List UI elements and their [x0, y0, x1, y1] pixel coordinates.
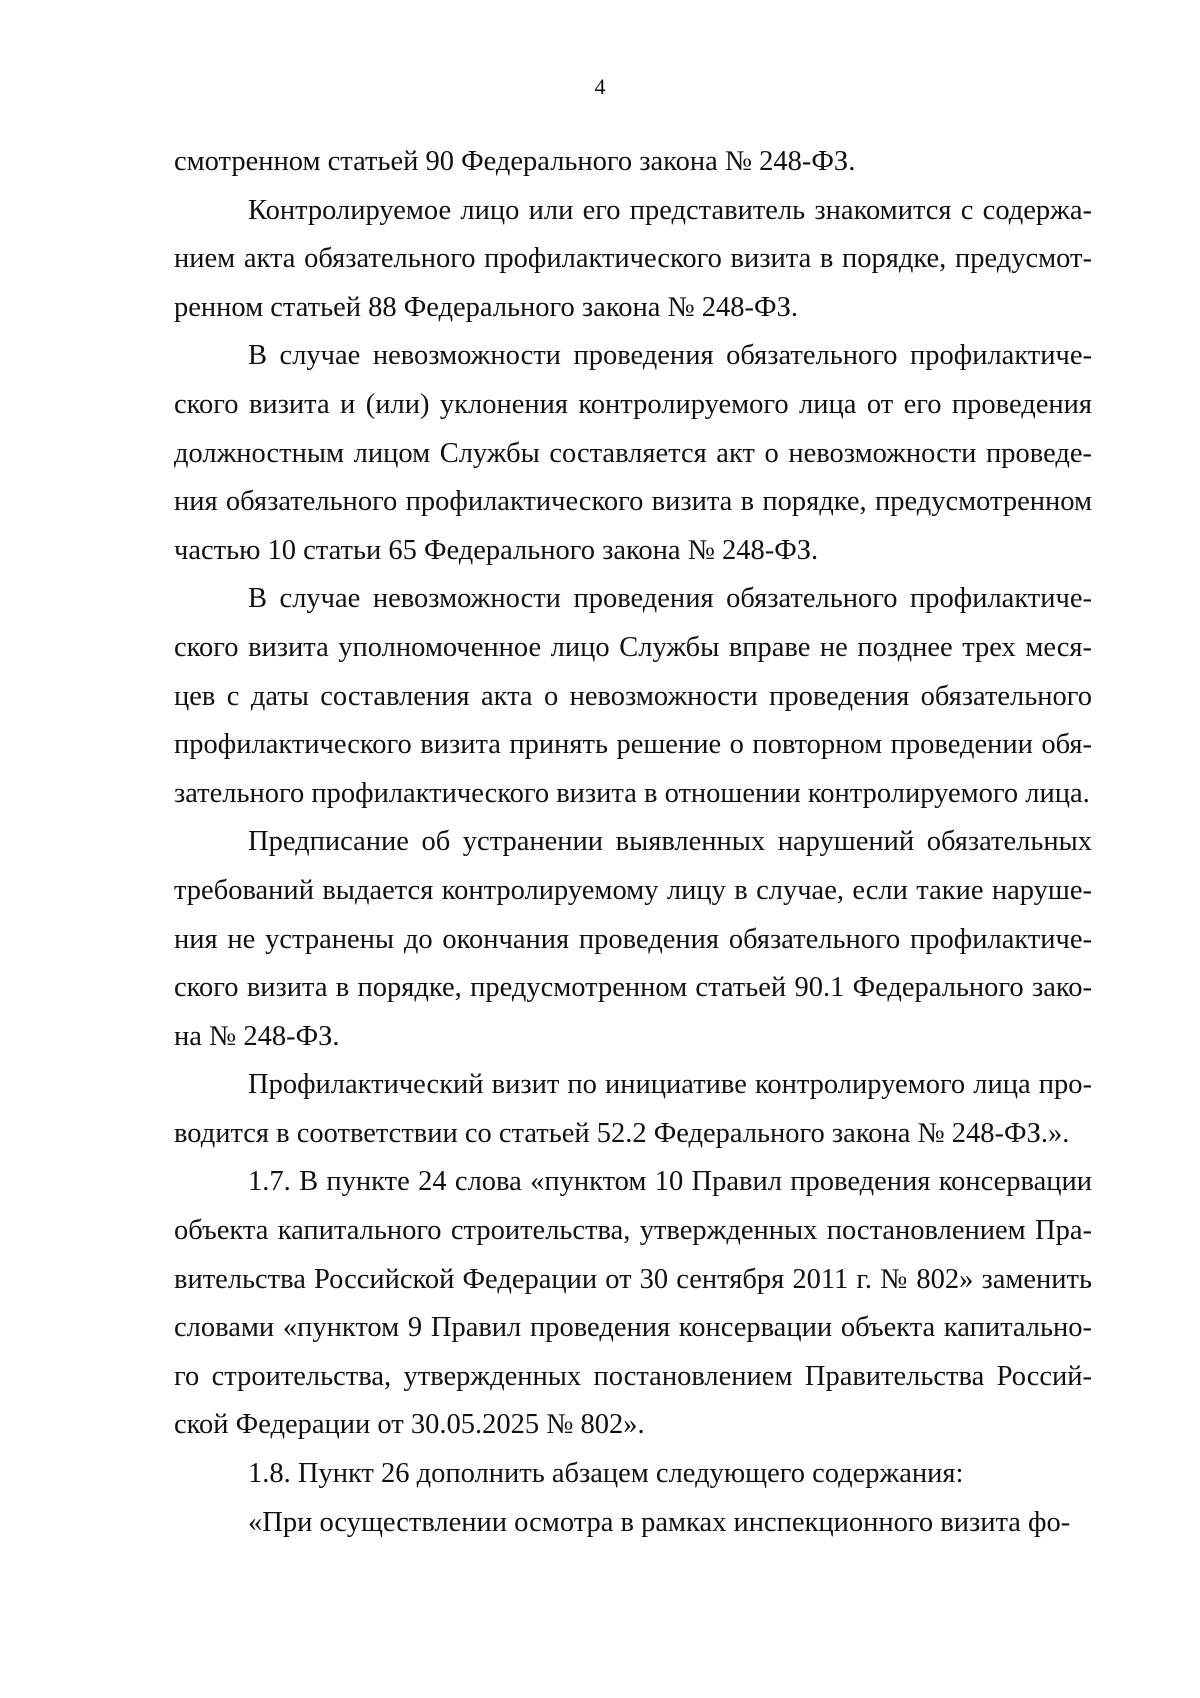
paragraph [174, 187, 1092, 333]
text-line: цев с даты составления акта о невозможности проведения обязательного [174, 680, 1092, 712]
text-line: 1.7. В пункте 24 слова «пунктом 10 Правил проведения консервации [248, 1166, 1092, 1198]
text-line: ского визита уполномоченное лицо Службы вправе не позднее трех меся- [174, 631, 1092, 663]
paragraph [174, 1061, 1092, 1158]
paragraph [174, 575, 1092, 818]
text-line: нием акта обязательного профилактического визита в порядке, предусмот- [174, 243, 1092, 275]
text-line: зательного профилактического визита в отношении контролируемого лица. [174, 777, 1090, 809]
text-line: водится в соответствии со статьей 52.2 Федерального закона № 248-ФЗ.». [174, 1117, 1070, 1149]
text-line: ской Федерации от 30.05.2025 № 802». [174, 1409, 645, 1441]
text-line: требований выдается контролируемому лицу в случае, если такие наруше- [174, 874, 1092, 906]
text-line: ского визита и (или) уклонения контролируемого лица от его проведения [174, 388, 1092, 420]
text-line: смотренном статьей 90 Федерального закона № 248-ФЗ. [174, 146, 856, 177]
text-line: 1.8. Пункт 26 дополнить абзацем следующего содержания: [248, 1458, 964, 1490]
text-line: на № 248-ФЗ. [174, 1020, 340, 1052]
text-line: частью 10 статьи 65 Федерального закона № 248-ФЗ. [174, 534, 819, 566]
paragraph [174, 818, 1092, 1061]
text-line: Контролируемое лицо или его представитель знакомится с содержа- [248, 194, 1092, 226]
text-line: должностным лицом Службы составляется акт о невозможности проведе- [174, 437, 1092, 469]
page-number: 4 [594, 74, 606, 99]
text-line: объекта капитального строительства, утвержденных постановлением Пра- [174, 1215, 1092, 1247]
text-line: профилактического визита принять решение о повторном проведении обя- [174, 729, 1092, 761]
paragraph [174, 138, 1092, 187]
text-line: ренном статьей 88 Федерального закона № 248-ФЗ. [174, 291, 798, 323]
text-line: «При осуществлении осмотра в рамках инспекционного визита фо- [248, 1506, 1071, 1538]
text-line: словами «пунктом 9 Правил проведения консервации объекта капитально- [174, 1312, 1092, 1344]
paragraph [174, 332, 1092, 575]
text-line: Предписание об устранении выявленных нарушений обязательных [248, 826, 1092, 858]
text-line: ния обязательного профилактического визита в порядке, предусмотренном [174, 486, 1092, 518]
document-body [174, 138, 1092, 1547]
paragraph [174, 1158, 1092, 1450]
paragraph [174, 1450, 1092, 1499]
text-line: го строительства, утвержденных постановлением Правительства Россий- [174, 1360, 1092, 1392]
text-line: В случае невозможности проведения обязательного профилактиче- [248, 583, 1092, 615]
text-line: вительства Российской Федерации от 30 сентября 2011 г. № 802» заменить [174, 1263, 1092, 1295]
text-line: В случае невозможности проведения обязательного профилактиче- [248, 340, 1092, 372]
text-line: ния не устранены до окончания проведения обязательного профилактиче- [174, 923, 1092, 955]
text-line: Профилактический визит по инициативе контролируемого лица про- [248, 1069, 1092, 1101]
text-line: ского визита в порядке, предусмотренном статьей 90.1 Федерального зако- [174, 972, 1092, 1004]
paragraph [174, 1499, 1092, 1548]
